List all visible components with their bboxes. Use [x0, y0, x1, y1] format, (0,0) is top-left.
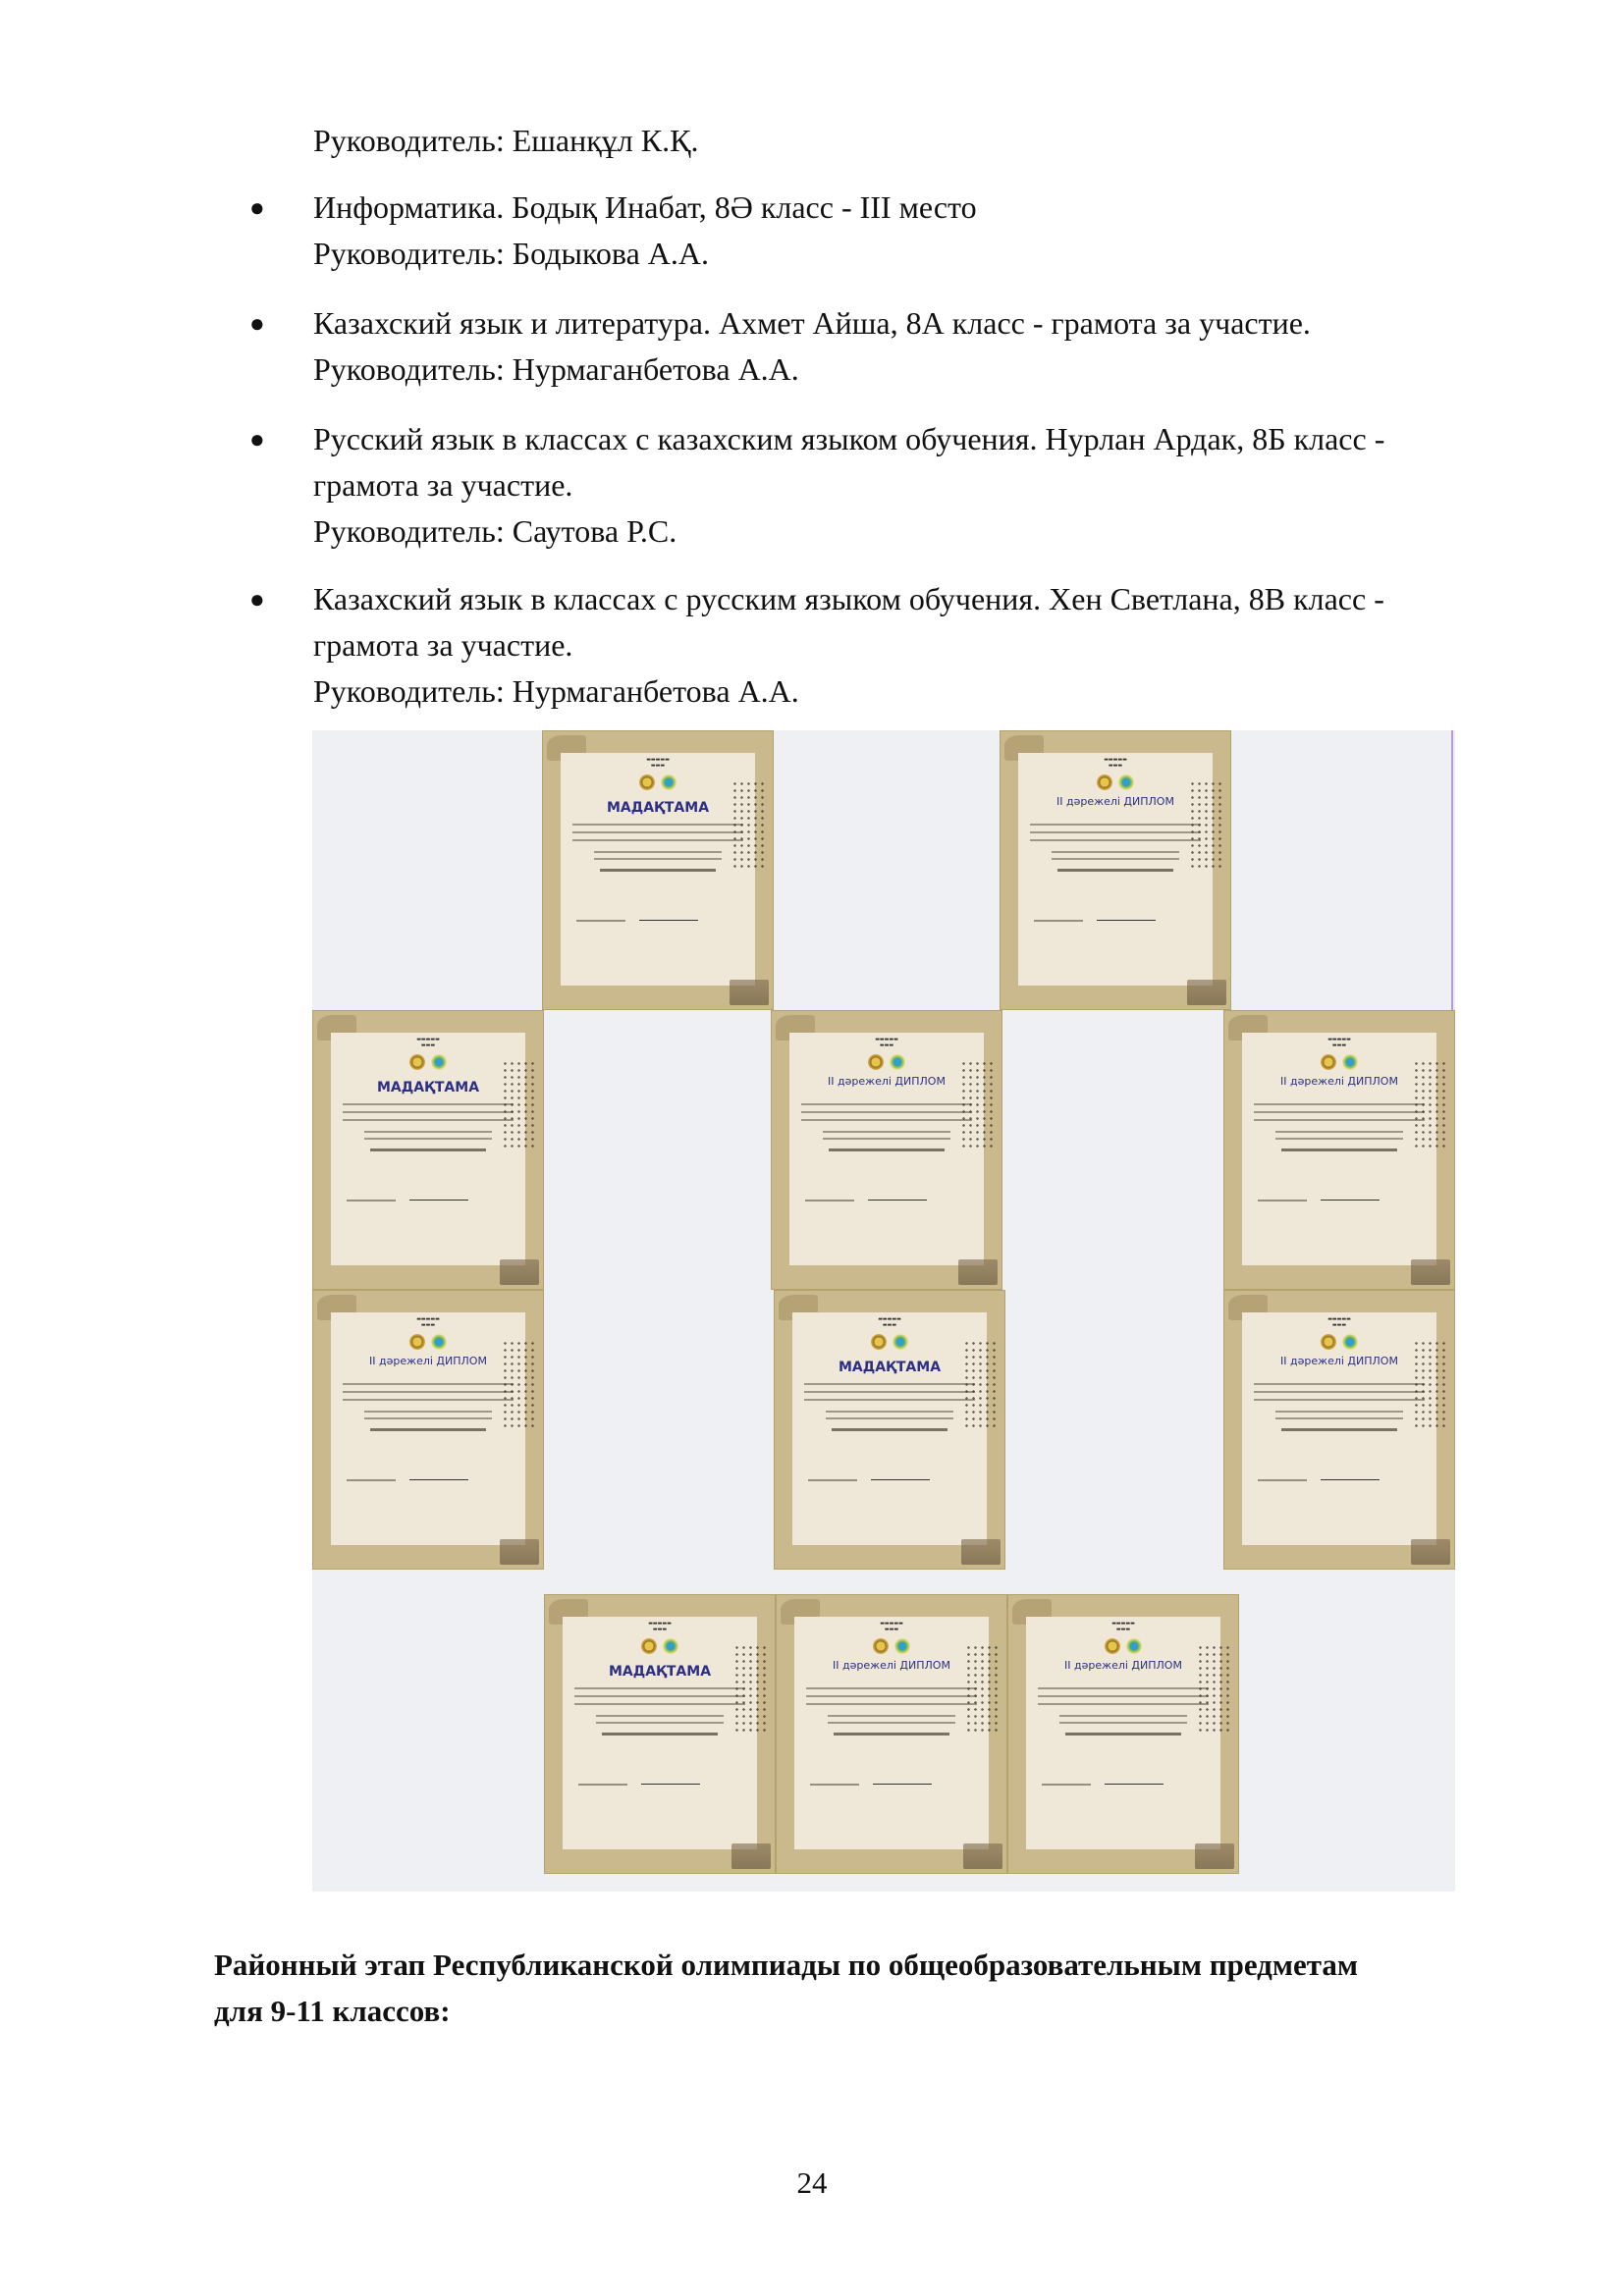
emblem-icon	[868, 1054, 884, 1070]
dots-pattern	[1197, 1644, 1232, 1733]
list-item-line: Руководитель: Бодыкова А.А.	[313, 236, 709, 271]
certificate-image	[544, 1594, 776, 1874]
certificate-emblems	[1026, 1638, 1220, 1659]
certificate-emblems	[794, 1638, 989, 1659]
page-number: 24	[796, 2165, 828, 2200]
section-heading-line: для 9-11 классов:	[214, 1994, 451, 2028]
emblem-icon	[873, 1638, 889, 1654]
certificate-title: II дәрежелі ДИПЛОМ	[369, 1355, 487, 1367]
text-line	[1254, 1399, 1425, 1401]
emblem-icon	[1118, 774, 1134, 790]
certificate-paper	[1018, 753, 1213, 986]
signature-line	[639, 920, 698, 921]
list-item	[313, 576, 1384, 715]
text-line	[1065, 1733, 1181, 1735]
certificate-title: МАДАҚТАМА	[606, 800, 710, 816]
certificate-title: II дәрежелі ДИПЛОМ	[828, 1075, 946, 1088]
text-line	[574, 1703, 745, 1705]
text-line	[1254, 1103, 1425, 1105]
certificate-header: ▬▬▬▬▬ ▬▬▬	[1327, 1037, 1351, 1048]
emblem-icon	[431, 1054, 447, 1070]
books-icon	[1187, 980, 1226, 1005]
certificate-image	[771, 1010, 1002, 1290]
text-line	[1038, 1703, 1209, 1705]
list-item-line: Казахский язык и литература. Ахмет Айша, 8А класс - грамота за участие.	[313, 305, 1311, 341]
books-icon	[731, 1843, 771, 1869]
certificate-header: ▬▬▬▬▬ ▬▬▬	[646, 757, 670, 769]
intro-line: Руководитель: Ешанқұл К.Қ.	[313, 123, 699, 158]
certificate-paper	[794, 1617, 989, 1849]
certificate-paper	[1026, 1617, 1220, 1849]
divider	[1451, 730, 1453, 1015]
text-line	[1275, 1417, 1403, 1419]
text-line	[343, 1111, 514, 1113]
signature-line	[1321, 1479, 1380, 1480]
emblem-icon	[663, 1638, 678, 1654]
books-icon	[958, 1259, 998, 1285]
certificate-header: ▬▬▬▬▬ ▬▬▬	[1104, 757, 1127, 769]
text-line	[804, 1383, 975, 1385]
certificate-image	[1007, 1594, 1239, 1874]
certificate-title: II дәрежелі ДИПЛОМ	[1056, 795, 1174, 808]
books-icon	[500, 1259, 539, 1285]
certificate-header: ▬▬▬▬▬ ▬▬▬	[648, 1621, 672, 1632]
certificate-title: II дәрежелі ДИПЛОМ	[833, 1659, 950, 1672]
bullet-icon: ●	[249, 309, 265, 338]
dots-pattern	[731, 780, 767, 869]
emblem-icon	[893, 1334, 908, 1350]
bullet-icon: ●	[249, 585, 265, 614]
list-item-line: Информатика. Бодық Инабат, 8Ә класс - III место	[313, 189, 977, 225]
signature-line	[1258, 1200, 1307, 1201]
certificate-image	[312, 1010, 544, 1290]
text-line	[364, 1417, 492, 1419]
text-line	[826, 1411, 953, 1413]
books-icon	[500, 1539, 539, 1565]
signature-line	[347, 1200, 396, 1201]
emblem-icon	[1342, 1334, 1358, 1350]
certificate-paper	[331, 1033, 525, 1265]
dots-pattern	[1413, 1060, 1448, 1148]
certificate-image	[774, 1290, 1005, 1570]
dots-pattern	[1189, 780, 1224, 869]
text-line	[1030, 824, 1201, 826]
certificate-title: II дәрежелі ДИПЛОМ	[1280, 1355, 1398, 1367]
text-line	[806, 1695, 977, 1697]
text-line	[364, 1138, 492, 1140]
certificate-title: МАДАҚТАМА	[608, 1664, 712, 1680]
emblem-icon	[1321, 1334, 1336, 1350]
text-line	[1275, 1138, 1403, 1140]
certificate-header: ▬▬▬▬▬ ▬▬▬	[875, 1037, 898, 1048]
signature-line	[805, 1200, 854, 1201]
list-item-line: грамота за участие.	[313, 467, 573, 503]
emblem-icon	[641, 1638, 657, 1654]
certificate-paper	[1242, 1033, 1436, 1265]
dots-pattern	[965, 1644, 1001, 1733]
text-line	[343, 1399, 514, 1401]
text-line	[594, 851, 722, 853]
certificate-header: ▬▬▬▬▬ ▬▬▬	[878, 1316, 901, 1328]
text-line	[801, 1119, 972, 1121]
certificate-paper	[1242, 1312, 1436, 1545]
certificate-gallery	[312, 730, 1455, 1892]
emblem-icon	[1097, 774, 1112, 790]
text-line	[834, 1733, 949, 1735]
text-line	[596, 1722, 724, 1724]
certificate-header: ▬▬▬▬▬ ▬▬▬	[880, 1621, 903, 1632]
emblem-icon	[1321, 1054, 1336, 1070]
books-icon	[961, 1539, 1001, 1565]
certificate-title: II дәрежелі ДИПЛОМ	[1280, 1075, 1398, 1088]
signature-line	[1042, 1784, 1091, 1786]
list-item-line: Руководитель: Нурмаганбетова А.А.	[313, 351, 799, 387]
certificate-header: ▬▬▬▬▬ ▬▬▬	[1327, 1316, 1351, 1328]
certificate-paper	[563, 1617, 757, 1849]
certificate-emblems	[331, 1054, 525, 1075]
text-line	[1254, 1111, 1425, 1113]
text-line	[804, 1391, 975, 1393]
text-line	[801, 1111, 972, 1113]
text-line	[1057, 869, 1173, 872]
bullet-icon: ●	[249, 193, 265, 222]
text-line	[823, 1138, 950, 1140]
dots-pattern	[1413, 1340, 1448, 1428]
list-item-line: грамота за участие.	[313, 627, 573, 663]
text-line	[1281, 1428, 1397, 1431]
emblem-icon	[1105, 1638, 1120, 1654]
certificate-title: МАДАҚТАМА	[376, 1080, 480, 1095]
section-heading-line: Районный этап Республиканской олимпиады по общеобразовательным предметам	[214, 1948, 1358, 1982]
text-line	[1059, 1722, 1187, 1724]
emblem-icon	[661, 774, 677, 790]
text-line	[1052, 851, 1179, 853]
emblem-icon	[1126, 1638, 1142, 1654]
certificate-image	[1000, 730, 1231, 1010]
dots-pattern	[502, 1340, 537, 1428]
certificate-emblems	[561, 774, 755, 795]
bullet-icon: ●	[249, 425, 265, 454]
certificate-paper	[331, 1312, 525, 1545]
text-line	[828, 1722, 955, 1724]
books-icon	[1411, 1259, 1450, 1285]
certificate-emblems	[563, 1638, 757, 1659]
signature-line	[1258, 1479, 1307, 1481]
signature-line	[347, 1479, 396, 1481]
emblem-icon	[409, 1334, 425, 1350]
certificate-image	[542, 730, 774, 1010]
emblem-icon	[871, 1334, 887, 1350]
dots-pattern	[502, 1060, 537, 1148]
books-icon	[1411, 1539, 1450, 1565]
certificate-emblems	[1018, 774, 1213, 795]
text-line	[364, 1411, 492, 1413]
dots-pattern	[963, 1340, 999, 1428]
signature-line	[873, 1784, 932, 1785]
signature-line	[576, 920, 625, 922]
text-line	[1254, 1383, 1425, 1385]
text-line	[829, 1148, 945, 1151]
certificate-title: II дәрежелі ДИПЛОМ	[1064, 1659, 1182, 1672]
text-line	[832, 1428, 947, 1431]
text-line	[574, 1695, 745, 1697]
signature-line	[409, 1479, 468, 1480]
certificate-header: ▬▬▬▬▬ ▬▬▬	[416, 1316, 440, 1328]
signature-line	[1321, 1200, 1380, 1201]
signature-line	[578, 1784, 627, 1786]
supervisor-line	[313, 118, 698, 164]
text-line	[370, 1148, 486, 1151]
emblem-icon	[431, 1334, 447, 1350]
text-line	[572, 824, 743, 826]
list-item-line: Руководитель: Саутова Р.С.	[313, 513, 677, 549]
text-line	[1275, 1411, 1403, 1413]
certificate-paper	[561, 753, 755, 986]
list-item-line: Русский язык в классах с казахским языком обучения. Нурлан Ардак, 8Б класс -	[313, 421, 1385, 456]
section-heading	[214, 1942, 1358, 2034]
books-icon	[963, 1843, 1002, 1869]
text-line	[1030, 831, 1201, 833]
emblem-icon	[890, 1054, 905, 1070]
certificate-image	[312, 1290, 544, 1570]
list-item	[313, 185, 977, 277]
text-line	[1038, 1687, 1209, 1689]
books-icon	[1195, 1843, 1234, 1869]
certificate-paper	[789, 1033, 984, 1265]
signature-line	[808, 1479, 857, 1481]
text-line	[574, 1687, 745, 1689]
signature-line	[810, 1784, 859, 1786]
signature-line	[1097, 920, 1156, 921]
text-line	[801, 1103, 972, 1105]
books-icon	[730, 980, 769, 1005]
text-line	[602, 1733, 718, 1735]
text-line	[828, 1715, 955, 1717]
emblem-icon	[1342, 1054, 1358, 1070]
dots-pattern	[960, 1060, 996, 1148]
text-line	[343, 1391, 514, 1393]
signature-line	[868, 1200, 927, 1201]
certificate-image	[1223, 1290, 1455, 1570]
text-line	[370, 1428, 486, 1431]
emblem-icon	[639, 774, 655, 790]
text-line	[804, 1399, 975, 1401]
text-line	[343, 1119, 514, 1121]
signature-line	[1105, 1784, 1164, 1785]
emblem-icon	[409, 1054, 425, 1070]
signature-line	[641, 1784, 700, 1785]
signature-line	[871, 1479, 930, 1480]
certificate-emblems	[792, 1334, 987, 1355]
certificate-emblems	[789, 1054, 984, 1075]
text-line	[596, 1715, 724, 1717]
certificate-emblems	[1242, 1334, 1436, 1355]
text-line	[826, 1417, 953, 1419]
certificate-emblems	[331, 1334, 525, 1355]
certificate-image	[1223, 1010, 1455, 1290]
certificate-header: ▬▬▬▬▬ ▬▬▬	[1111, 1621, 1135, 1632]
text-line	[1254, 1391, 1425, 1393]
text-line	[1254, 1119, 1425, 1121]
text-line	[1281, 1148, 1397, 1151]
signature-line	[409, 1200, 468, 1201]
text-line	[364, 1131, 492, 1133]
certificate-emblems	[1242, 1054, 1436, 1075]
text-line	[343, 1103, 514, 1105]
list-item	[313, 300, 1311, 393]
text-line	[572, 839, 743, 841]
text-line	[1275, 1131, 1403, 1133]
certificate-header: ▬▬▬▬▬ ▬▬▬	[416, 1037, 440, 1048]
text-line	[1030, 839, 1201, 841]
text-line	[1059, 1715, 1187, 1717]
text-line	[1038, 1695, 1209, 1697]
signature-line	[1034, 920, 1083, 922]
text-line	[806, 1687, 977, 1689]
list-item-line: Руководитель: Нурмаганбетова А.А.	[313, 673, 799, 709]
certificate-image	[776, 1594, 1007, 1874]
text-line	[594, 858, 722, 860]
text-line	[600, 869, 716, 872]
text-line	[572, 831, 743, 833]
list-item	[313, 416, 1384, 555]
text-line	[343, 1383, 514, 1385]
emblem-icon	[894, 1638, 910, 1654]
text-line	[1052, 858, 1179, 860]
list-item-line: Казахский язык в классах с русским языком обучения. Хен Светлана, 8В класс -	[313, 581, 1384, 616]
certificate-paper	[792, 1312, 987, 1545]
dots-pattern	[733, 1644, 769, 1733]
text-line	[823, 1131, 950, 1133]
certificate-title: МАДАҚТАМА	[838, 1360, 942, 1375]
text-line	[806, 1703, 977, 1705]
